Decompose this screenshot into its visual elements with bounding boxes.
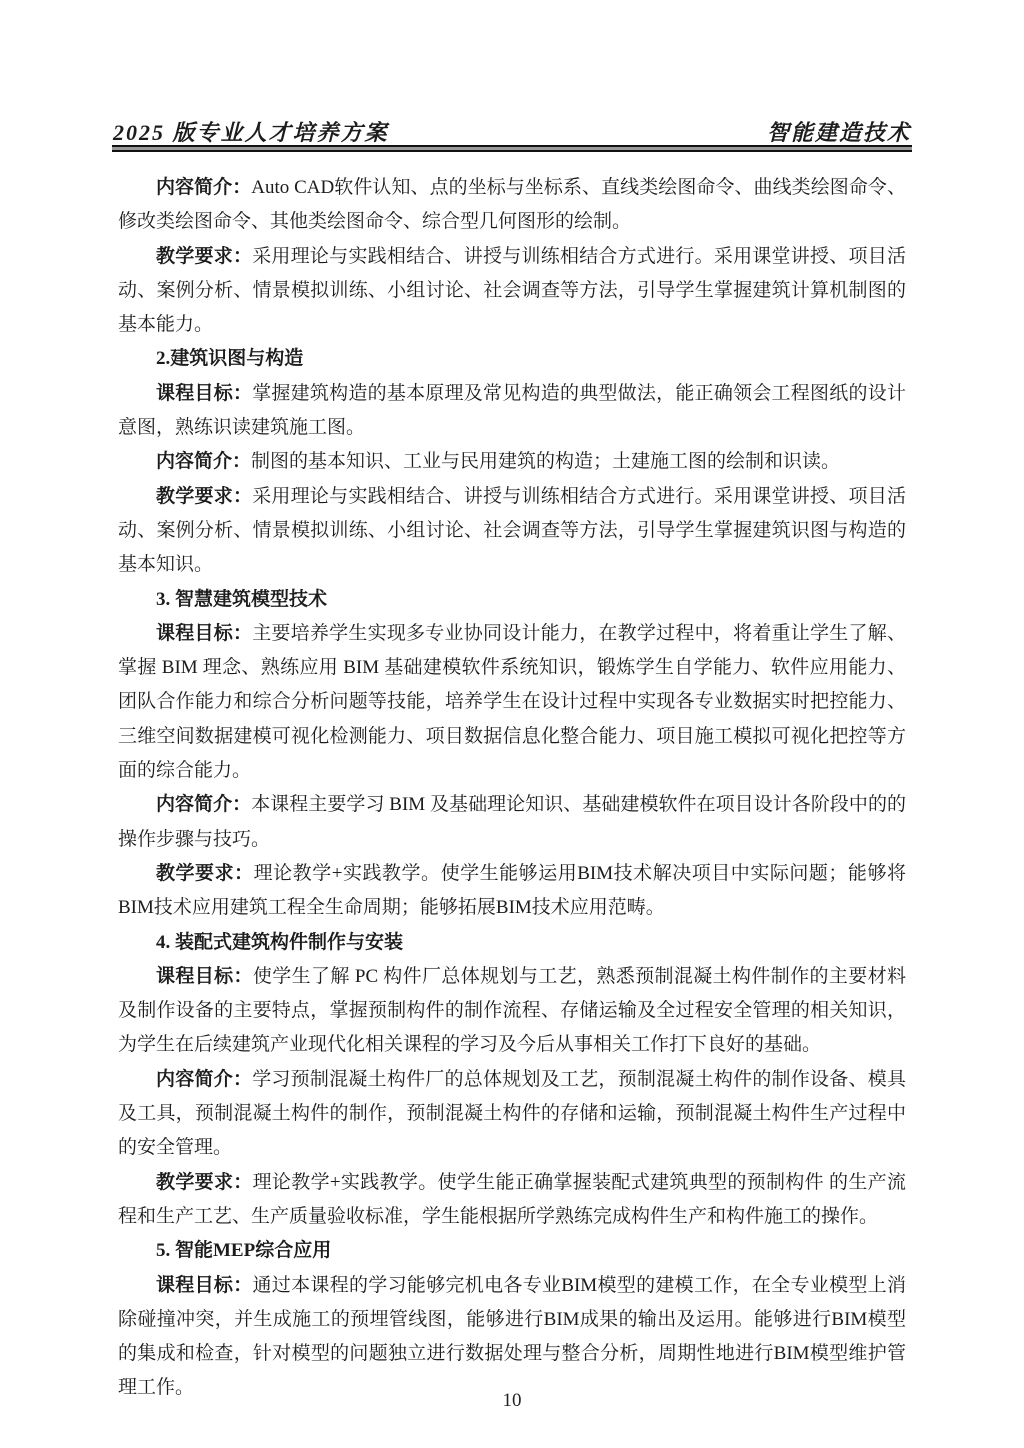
document-paragraph: 内容简介：本课程主要学习 BIM 及基础理论知识、基础建模软件在项目设计各阶段中的的操作步骤与技巧。 xyxy=(118,794,906,850)
document-paragraph: 内容简介：学习预制混凝土构件厂的总体规划及工艺，预制混凝土构件的制作设备、模具及工具，预制混凝土构件的制作，预制混凝土构件的存储和运输，预制混凝土构件生产过程中的安全管理。 xyxy=(118,1068,906,1159)
paragraph-label: 课程目标： xyxy=(156,382,253,404)
paragraph-label: 教学要求： xyxy=(156,862,254,884)
header-right-title: 智能建造技术 xyxy=(766,120,911,145)
document-paragraph: 内容简介：Auto CAD软件认知、点的坐标与坐标系、直线类绘图命令、曲线类绘图命令、修改类绘图命令、其他类绘图命令、综合型几何图形的绘制。 xyxy=(118,177,906,233)
course-heading: 5. 智能MEP综合应用 xyxy=(156,1240,332,1262)
paragraph-label: 课程目标： xyxy=(156,1274,253,1296)
paragraph-label: 内容简介： xyxy=(156,177,252,198)
paragraph-label: 教学要求： xyxy=(156,245,253,267)
document-paragraph: 教学要求：理论教学+实践教学。使学生能够运用BIM技术解决项目中实际问题；能够将BIM技术应用建筑工程全生命周期；能够拓展BIM技术应用范畴。 xyxy=(118,862,906,919)
page-number: 10 xyxy=(502,1390,522,1411)
paragraph-label: 教学要求： xyxy=(156,1171,253,1193)
course-heading: 4. 装配式建筑构件制作与安装 xyxy=(156,931,404,953)
document-paragraph: 教学要求：采用理论与实践相结合、讲授与训练相结合方式进行。采用课堂讲授、项目活动、案例分析、情景模拟训练、小组讨论、社会调查等方法，引导学生掌握建筑计算机制图的基本能力。 xyxy=(118,245,906,336)
page-header xyxy=(113,116,911,147)
course-heading: 2.建筑识图与构造 xyxy=(156,348,304,370)
course-heading: 3. 智慧建筑模型技术 xyxy=(156,588,328,610)
document-paragraph: 课程目标：通过本课程的学习能够完机电各专业BIM模型的建模工作，在全专业模型上消除碰撞冲突，并生成施工的预埋管线图，能够进行BIM成果的输出及运用。能够进行BIM模型的集成和检查，针对模型的问题独立进行数据处理与整合分析，周期性地进行BIM模型维护管理工作。 xyxy=(118,1274,906,1399)
document-body xyxy=(118,171,906,1406)
document-paragraph: 内容简介：制图的基本知识、工业与民用建筑的构造；土建施工图的绘制和识读。 xyxy=(156,451,841,473)
paragraph-label: 内容简介： xyxy=(156,794,252,816)
paragraph-label: 课程目标： xyxy=(156,965,253,987)
paragraph-label: 教学要求： xyxy=(156,485,253,507)
document-paragraph: 课程目标：掌握建筑构造的基本原理及常见构造的典型做法，能正确领会工程图纸的设计意图，熟练识读建筑施工图。 xyxy=(118,382,906,439)
paragraph-label: 内容简介： xyxy=(156,451,252,473)
paragraph-label: 内容简介： xyxy=(156,1068,253,1090)
paragraph-label: 课程目标： xyxy=(156,622,253,644)
document-paragraph: 教学要求：理论教学+实践教学。使学生能正确掌握装配式建筑典型的预制构件 的生产流程和生产工艺、生产质量验收标准，学生能根据所学熟练完成构件生产和构件施工的操作。 xyxy=(118,1171,906,1227)
header-rule xyxy=(112,145,912,152)
document-paragraph: 教学要求：采用理论与实践相结合、讲授与训练相结合方式进行。采用课堂讲授、项目活动、案例分析、情景模拟训练、小组讨论、社会调查等方法，引导学生掌握建筑识图与构造的基本知识。 xyxy=(118,485,906,576)
page-footer xyxy=(0,1390,1024,1412)
header-left-title: 2025 版专业人才培养方案 xyxy=(113,120,389,145)
document-paragraph: 课程目标：使学生了解 PC 构件厂总体规划与工艺，熟悉预制混凝土构件制作的主要材料及制作设备的主要特点，掌握预制构件的制作流程、存储运输及全过程安全管理的相关知识，为学生在后续建筑产业现代化相关课程的学习及今后从事相关工作打下良好的基础。 xyxy=(118,965,906,1056)
document-paragraph: 课程目标：主要培养学生实现多专业协同设计能力，在教学过程中，将着重让学生了解、掌握 BIM 理念、熟练应用 BIM 基础建模软件系统知识，锻炼学生自学能力、软件应用能力、团队合作能力和综合分析问题等技能，培养学生在设计过程中实现各专业数据实时把控能力、三维空间数据建模可视化检测能力、项目数据信息化整合能力、项目施工模拟可视化把控等方面的综合能力。 xyxy=(118,622,906,782)
